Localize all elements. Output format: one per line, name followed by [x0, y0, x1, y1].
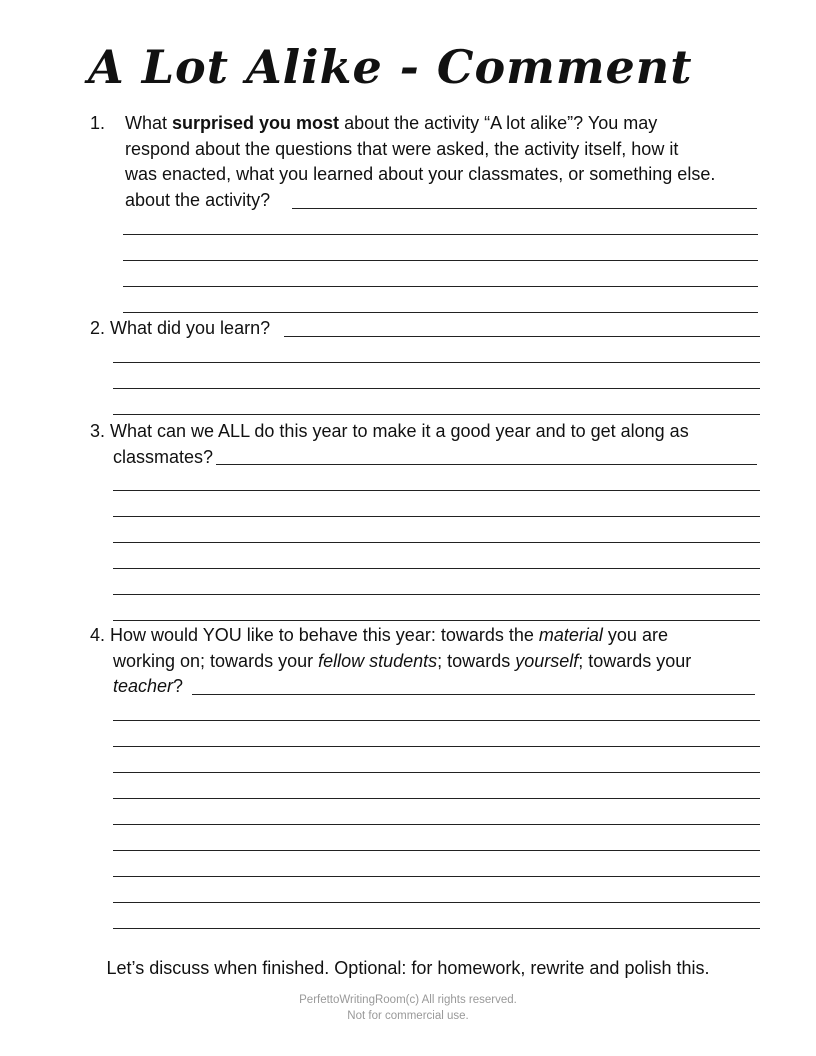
answer-line[interactable] [113, 902, 760, 903]
answer-line[interactable] [113, 362, 760, 363]
question-text-line: was enacted, what you learned about your classmates, or something else. [125, 164, 716, 184]
answer-line[interactable] [113, 490, 760, 491]
copyright-notice [0, 992, 816, 1024]
question-text-line: working on; towards your fellow students; towards yourself; towards your [113, 650, 692, 671]
answer-line[interactable] [113, 720, 760, 721]
answer-line[interactable] [113, 824, 760, 825]
question-number: 4. [90, 625, 106, 645]
answer-line[interactable] [113, 414, 760, 415]
answer-line[interactable] [123, 234, 758, 235]
question-number: 3. [90, 421, 106, 441]
answer-line[interactable] [113, 876, 760, 877]
answer-line[interactable] [113, 594, 760, 595]
answer-line[interactable] [123, 260, 758, 261]
question-text-line: What can we ALL do this year to make it a good year and to get along as [110, 421, 689, 441]
answer-line[interactable] [113, 850, 760, 851]
question-text-line: classmates? [113, 446, 214, 467]
answer-line[interactable] [292, 208, 757, 209]
question-text-line: How would YOU like to behave this year: towards the material you are [110, 625, 668, 645]
question-text-line: What did you learn? [110, 318, 271, 338]
answer-line[interactable] [123, 312, 758, 313]
answer-line[interactable] [216, 464, 757, 465]
copyright-line: PerfettoWritingRoom(c) All rights reserved. [299, 994, 517, 1006]
question-text-line: teacher? [113, 676, 184, 696]
question-text-line: respond about the questions that were asked, the activity itself, how it [125, 138, 679, 159]
answer-line[interactable] [113, 516, 760, 517]
answer-line[interactable] [113, 746, 760, 747]
answer-line[interactable] [113, 798, 760, 799]
question-text-line: What surprised you most about the activity “A lot alike”? You may [125, 113, 658, 133]
footer-instructions: Let’s discuss when finished. Optional: for homework, rewrite and polish this. [106, 958, 710, 978]
answer-line[interactable] [123, 286, 758, 287]
answer-line[interactable] [284, 336, 760, 337]
answer-line[interactable] [113, 388, 760, 389]
question-text-line: about the activity? [125, 189, 271, 210]
answer-line[interactable] [113, 542, 760, 543]
copyright-line: Not for commercial use. [347, 1010, 469, 1022]
question-number: 1. [90, 113, 106, 133]
answer-line[interactable] [113, 568, 760, 569]
answer-line[interactable] [192, 694, 755, 695]
answer-line[interactable] [113, 772, 760, 773]
answer-line[interactable] [113, 620, 760, 621]
answer-line[interactable] [113, 928, 760, 929]
page-title: A Lot Alike - Comment [88, 40, 693, 94]
question-number: 2. [90, 318, 106, 338]
